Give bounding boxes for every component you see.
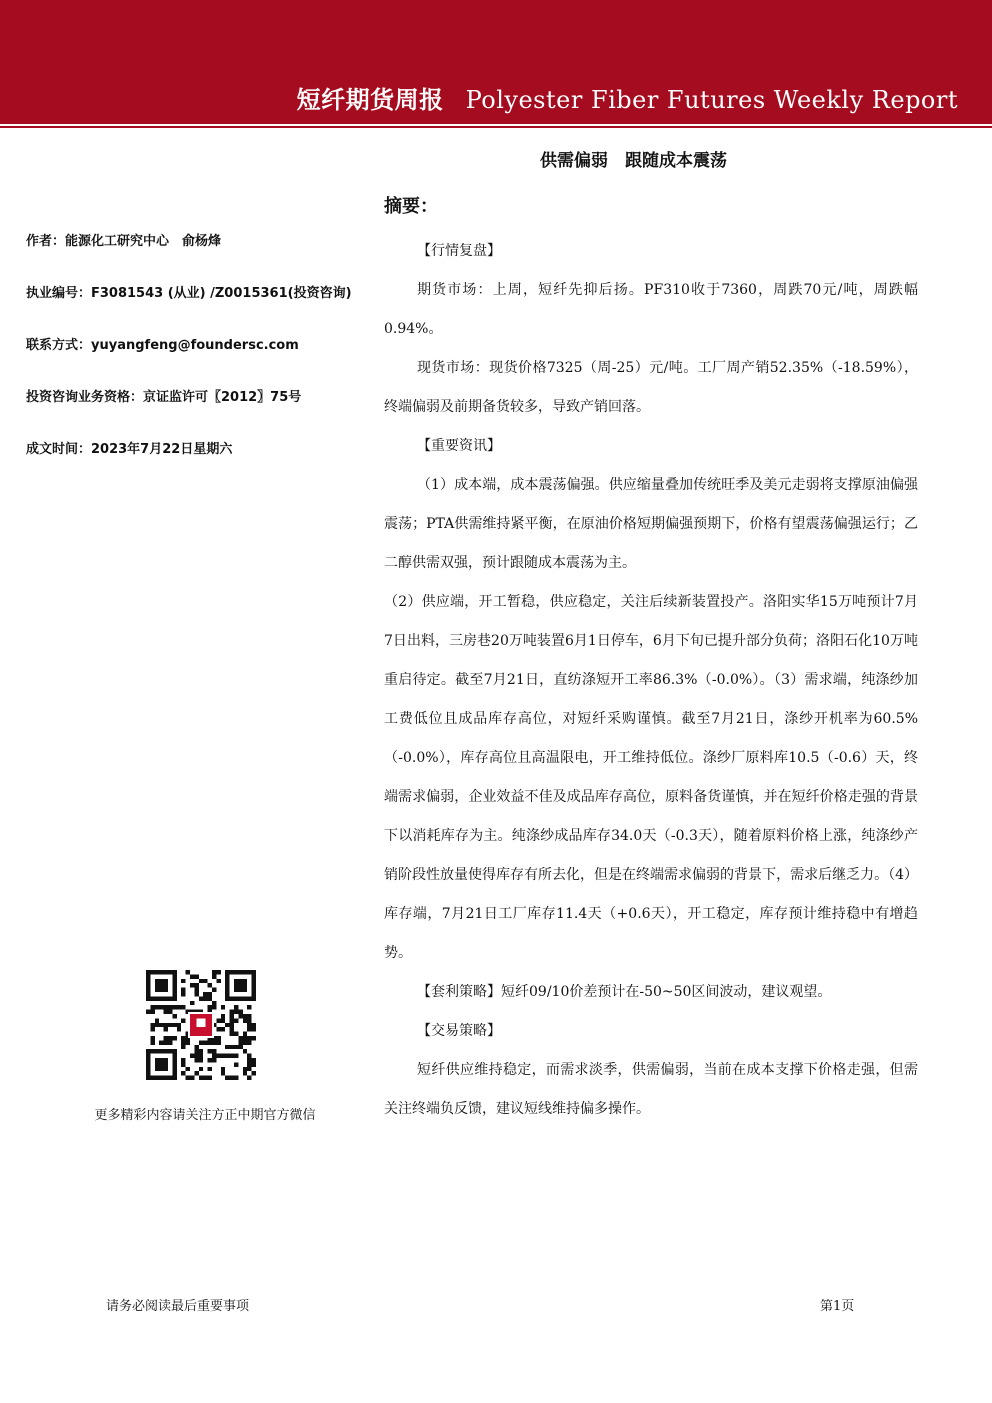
qualification-row: 投资咨询业务资格：京证监许可〖2012〗75号 [26,390,302,405]
paragraph-market-review-heading: 【行情复盘】 [417,243,501,259]
header-divider [0,126,992,128]
paragraph-arbitrage-strategy: 【套利策略】短纤09/10价差预计在-50~50区间波动，建议观望。 [417,984,832,1000]
abstract-heading: 摘要： [384,196,438,217]
abstract-body [384,232,918,1129]
footer-disclaimer: 请务必阅读最后重要事项 [106,1299,250,1314]
contact-row: 联系方式：yuyangfeng@foundersc.com [26,338,299,353]
report-series-title [297,80,958,115]
license-number-row: 执业编号：F3081543 (从业) /Z0015361(投资咨询) [26,286,352,301]
paragraph-cost-side: （1）成本端，成本震荡偏强。供应缩量叠加传统旺季及美元走弱将支撑原油偏强震荡；PTA供需维持紧平衡，在原油价格短期偏强预期下，价格有望震荡偏强运行；乙二醇供需双强，预计跟随成本震荡为主。 [384,477,918,571]
paragraph-supply-demand-inventory: （2）供应端，开工暂稳，供应稳定，关注后续新装置投产。洛阳实华15万吨预计7月7日出料，三房巷20万吨装置6月1日停车，6月下旬已提升部分负荷；洛阳石化10万吨重启待定。截至7月21日，直纺涤短开工率86.3%（-0.0%）。（3）需求端，纯涤纱加工费低位且成品库存高位，对短纤采购谨慎。截至7月21日，涤纱开机率为60.5%（-0.0%），库存高位且高温限电，开工维持低位。涤纱厂原料库10.5（-0.6）天，终端需求偏弱，企业效益不佳及成品库存高位，原料备货谨慎，并在短纤价格走强的背景下以消耗库存为主。纯涤纱成品库存34.0天（-0.3天），随着原料价格上涨，纯涤纱产销阶段性放量使得库存有所去化，但是在终端需求偏弱的背景下，需求后继乏力。（4）库存端，7月21日工厂库存11.4天（+0.6天），开工稳定，库存预计维持稳中有增趋势。 [384,594,918,961]
paragraph-trading-heading: 【交易策略】 [417,1023,501,1039]
paragraph-trading-strategy: 短纤供应维持稳定，而需求淡季，供需偏弱，当前在成本支撑下价格走强，但需关注终端负反馈，建议短线维持偏多操作。 [384,1062,918,1117]
title-en: Polyester Fiber Futures Weekly Report [465,86,958,114]
qr-code-icon [146,970,256,1080]
paragraph-futures-market: 期货市场：上周，短纤先抑后扬。PF310收于7360，周跌70元/吨，周跌幅0.94%。 [384,282,918,337]
paragraph-spot-market: 现货市场：现货价格7325（周-25）元/吨。工厂周产销52.35%（-18.59%），终端偏弱及前期备货较多，导致产销回落。 [384,360,918,415]
paragraph-news-heading: 【重要资讯】 [417,438,501,454]
qr-caption: 更多精彩内容请关注方正中期官方微信 [94,1108,316,1123]
author-row: 作者：能源化工研究中心 俞杨烽 [26,234,222,249]
title-cn: 短纤期货周报 [296,86,444,114]
header-banner [0,0,992,124]
page-number: 第1页 [820,1299,855,1314]
author-info [26,230,366,490]
report-title: 供需偏弱 跟随成本震荡 [540,151,727,171]
date-row: 成文时间：2023年7月22日星期六 [26,442,233,457]
